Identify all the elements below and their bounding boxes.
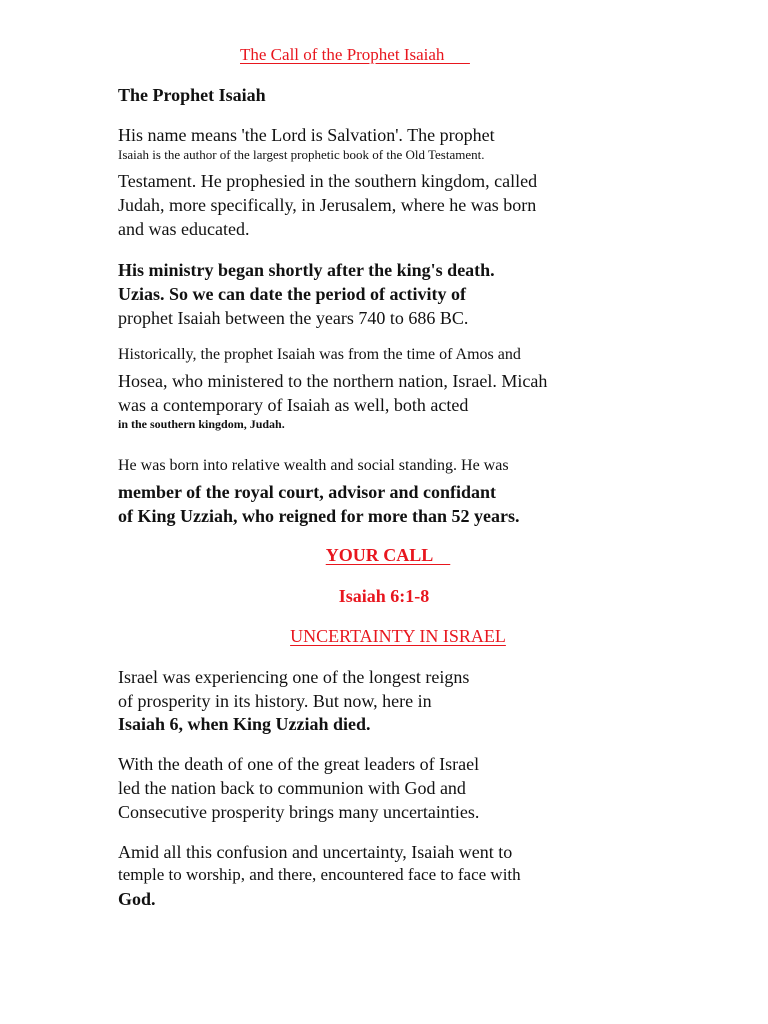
paragraph-4-line-1: He was born into relative wealth and social standing. He was (118, 457, 509, 474)
paragraph-1-line-5: and was educated. (118, 219, 250, 239)
paragraph-6-line-1: With the death of one of the great leaders of Israel (118, 754, 480, 774)
paragraph-2-line-1: His ministry began shortly after the king's death. (118, 260, 495, 280)
paragraph-5-line-2: of prosperity in its history. But now, here in (118, 691, 432, 711)
paragraph-2-line-3: prophet Isaiah between the years 740 to 686 BC. (118, 308, 469, 328)
paragraph-2-line-2: Uzias. So we can date the period of activity of (118, 284, 466, 304)
uncertainty-heading: UNCERTAINTY IN ISRAEL (290, 626, 506, 646)
paragraph-1-line-4: Judah, more specifically, in Jerusalem, where he was born (118, 195, 537, 215)
paragraph-7-line-3: God. (118, 889, 156, 909)
paragraph-6-line-2: led the nation back to communion with God and (118, 778, 466, 798)
document-title: The Call of the Prophet Isaiah (240, 45, 470, 64)
paragraph-1-line-2: Isaiah is the author of the largest prophetic book of the Old Testament. (118, 147, 485, 162)
paragraph-3-line-4: in the southern kingdom, Judah. (118, 417, 285, 431)
paragraph-4-line-2: member of the royal court, advisor and confidant (118, 482, 496, 502)
paragraph-1-line-3: Testament. He prophesied in the southern kingdom, called (118, 171, 538, 191)
paragraph-1-line-1: His name means 'the Lord is Salvation'. The prophet (118, 125, 495, 145)
paragraph-5-line-1: Israel was experiencing one of the longest reigns (118, 667, 470, 687)
your-call-heading: YOUR CALL (325, 545, 451, 565)
paragraph-7-line-1: Amid all this confusion and uncertainty, Isaiah went to (118, 842, 513, 862)
paragraph-3-line-3: was a contemporary of Isaiah as well, both acted (118, 395, 469, 415)
paragraph-7-line-2: temple to worship, and there, encountered face to face with (118, 865, 521, 884)
scripture-reference: Isaiah 6:1-8 (338, 586, 430, 606)
paragraph-5-line-3: Isaiah 6, when King Uzziah died. (118, 714, 371, 734)
paragraph-6-line-3: Consecutive prosperity brings many uncertainties. (118, 802, 480, 822)
section-heading: The Prophet Isaiah (118, 85, 266, 105)
paragraph-4-line-3: of King Uzziah, who reigned for more than 52 years. (118, 506, 520, 526)
paragraph-3-line-1: Historically, the prophet Isaiah was from the time of Amos and (118, 346, 521, 363)
paragraph-3-line-2: Hosea, who ministered to the northern nation, Israel. Micah (118, 371, 548, 391)
